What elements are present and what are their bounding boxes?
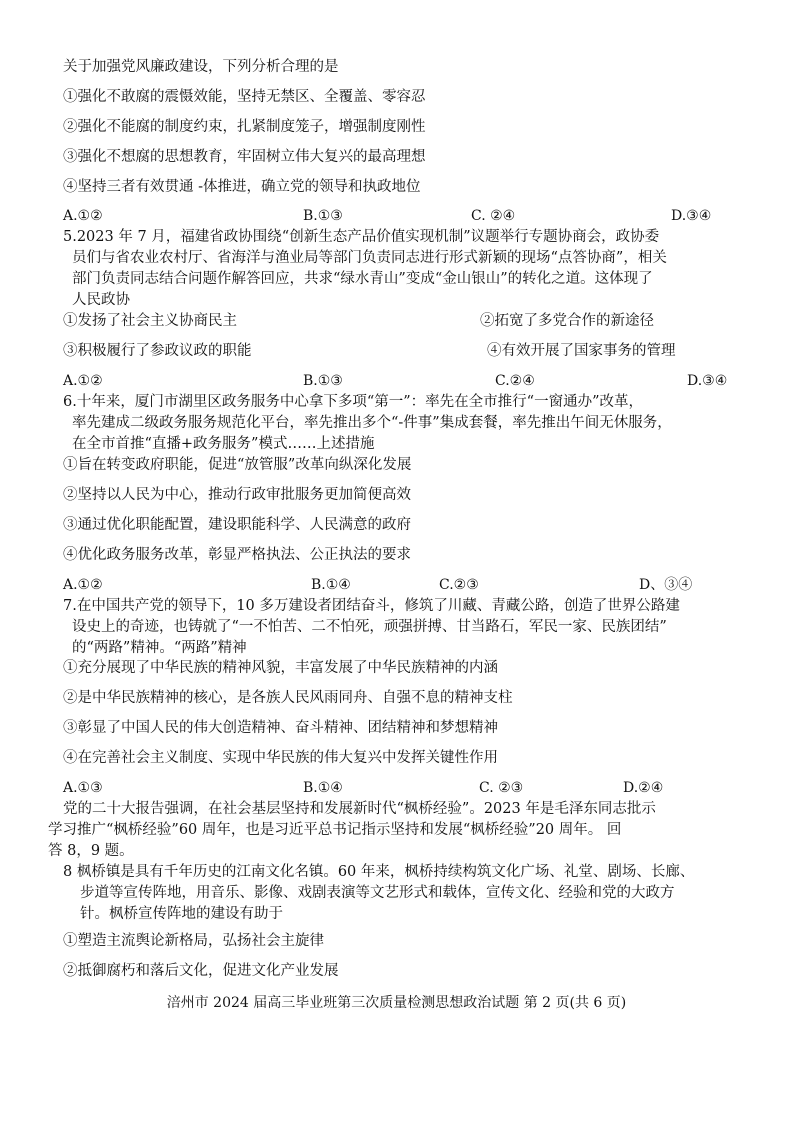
q7-options [63,778,753,798]
q4-item-1: ①强化不敢腐的震慑效能，坚持无禁区、全覆盖、零容忍 [63,89,426,105]
q5-stem-line-1: 5.2023 年 7 月，福建省政协围绕“创新生态产品价值实现机制”议题举行专题协商会，政协委 [63,229,660,245]
q8-stem-line-3: 针。枫桥宣传阵地的建设有助于 [80,906,283,922]
q4-option-b: B.①③ [303,208,343,224]
q7-option-d: D.②④ [623,780,664,796]
q4-item-3: ③强化不想腐的思想教育，牢固树立伟大复兴的最高理想 [63,149,426,165]
q5-item-4: ④有效开展了国家事务的管理 [487,343,676,359]
q7-item-4: ④在完善社会主义制度、实现中华民族的伟大复兴中发挥关键性作用 [63,750,498,766]
material-line-3: 答 8，9 题。 [48,843,134,859]
q8-item-1: ①塑造主流舆论新格局，弘扬社会主旋律 [63,933,324,949]
q5-item-2: ②拓宽了多党合作的新途径 [480,313,654,329]
q4-item-4: ④坚持三者有效贯通 -体推进，确立党的领导和执政地位 [63,179,421,195]
q6-item-1: ①旨在转变政府职能，促进“放管服”改革向纵深化发展 [63,457,412,473]
q5-option-a: A.①② [63,373,103,389]
q5-option-b: B.①③ [303,373,343,389]
q7-option-b: B.①④ [303,780,343,796]
q8-item-2: ②抵御腐朽和落后文化，促进文化产业发展 [63,963,339,979]
material-line-1: 党的二十大报告强调，在社会基层坚持和发展新时代“枫桥经验”。2023 年是毛泽东同志批示 [63,801,656,817]
q6-option-b: B.①④ [311,577,351,593]
q4-option-d: D.③④ [671,208,712,224]
q5-stem-line-3: 部门负责同志结合问题作解答回应，共求“绿水青山”变成“金山银山”的转化之道。这体现了 [72,271,653,287]
q7-item-2: ②是中华民族精神的核心，是各族人民风雨同舟、自强不息的精神支柱 [63,690,513,706]
q7-option-c: C. ②③ [479,780,524,796]
q4-item-2: ②强化不能腐的制度约束，扎紧制度笼子，增强制度刚性 [63,119,426,135]
q6-option-c: C.②③ [439,577,479,593]
q6-stem-line-1: 6.十年来，厦门市湖里区政务服务中心拿下多项“第一”：率先在全市推行“一窗通办”改革， [63,394,643,410]
q6-item-2: ②坚持以人民为中心，推动行政审批服务更加简便高效 [63,487,411,503]
q7-stem-line-2: 设史上的奇迹，也铸就了“一不怕苦、二不怕死，顽强拼搏、甘当路石，军民一家、民族团结” [72,619,667,635]
q7-stem-line-1: 7.在中国共产党的领导下，10 多万建设者团结奋斗，修筑了川藏、青藏公路，创造了世界公路建 [63,598,680,614]
q4-stem: 关于加强党风廉政建设，下列分析合理的是 [63,59,339,75]
q7-option-a: A.①③ [63,780,103,796]
q5-stem-line-2: 员们与省农业农村厅、省海洋与渔业局等部门负责同志进行形式新颖的现场“点答协商”，相关 [72,250,667,266]
q5-option-c: C.②④ [495,373,535,389]
q6-option-d: D、③④ [639,577,693,593]
q6-option-a: A.①② [63,577,103,593]
q5-stem-line-4: 人民政协 [72,292,130,308]
q4-option-c: C. ②④ [471,208,516,224]
q7-item-3: ③彰显了中国人民的伟大创造精神、奋斗精神、团结精神和梦想精神 [63,720,498,736]
q4-option-a: A.①② [63,208,103,224]
q5-options [63,371,753,391]
q5-option-d: D.③④ [687,373,728,389]
q7-item-1: ①充分展现了中华民族的精神风貌，丰富发展了中华民族精神的内涵 [63,660,498,676]
q6-item-3: ③通过优化职能配置，建设职能科学、人民满意的政府 [63,517,411,533]
q6-item-4: ④优化政务服务改革，彰显严格执法、公正执法的要求 [63,547,411,563]
q5-item-1: ①发扬了社会主义协商民主 [63,313,237,329]
q6-stem-line-3: 在全市首推“直播+政务服务”模式……上述措施 [72,436,375,452]
q8-stem-line-2: 步道等宣传阵地，用音乐、影像、戏剧表演等文艺形式和载体，宣传文化、经验和党的大政方 [80,885,675,901]
page-footer: 涪州市 2024 届高三毕业班第三次质量检测思想政治试题 第 2 页(共 6 页) [166,995,627,1011]
q8-stem-line-1: 8 枫桥镇是具有千年历史的江南文化名镇。60 年来，枫桥持续构筑文化广场、礼堂、剧场、长廊、 [63,864,695,880]
q6-stem-line-2: 率先建成二级政务服务规范化平台，率先推出多个“-件事”集成套餐，率先推出午间无休服务， [72,415,672,431]
q5-item-3: ③积极履行了参政议政的职能 [63,343,252,359]
material-line-2: 学习推广“枫桥经验”60 周年，也是习近平总书记指示坚持和发展“枫桥经验”20 周年。 回 [48,822,622,838]
q4-options [63,206,753,226]
q7-stem-line-3: 的“两路”精神。“两路”精神 [72,640,247,656]
q6-options [63,575,753,595]
